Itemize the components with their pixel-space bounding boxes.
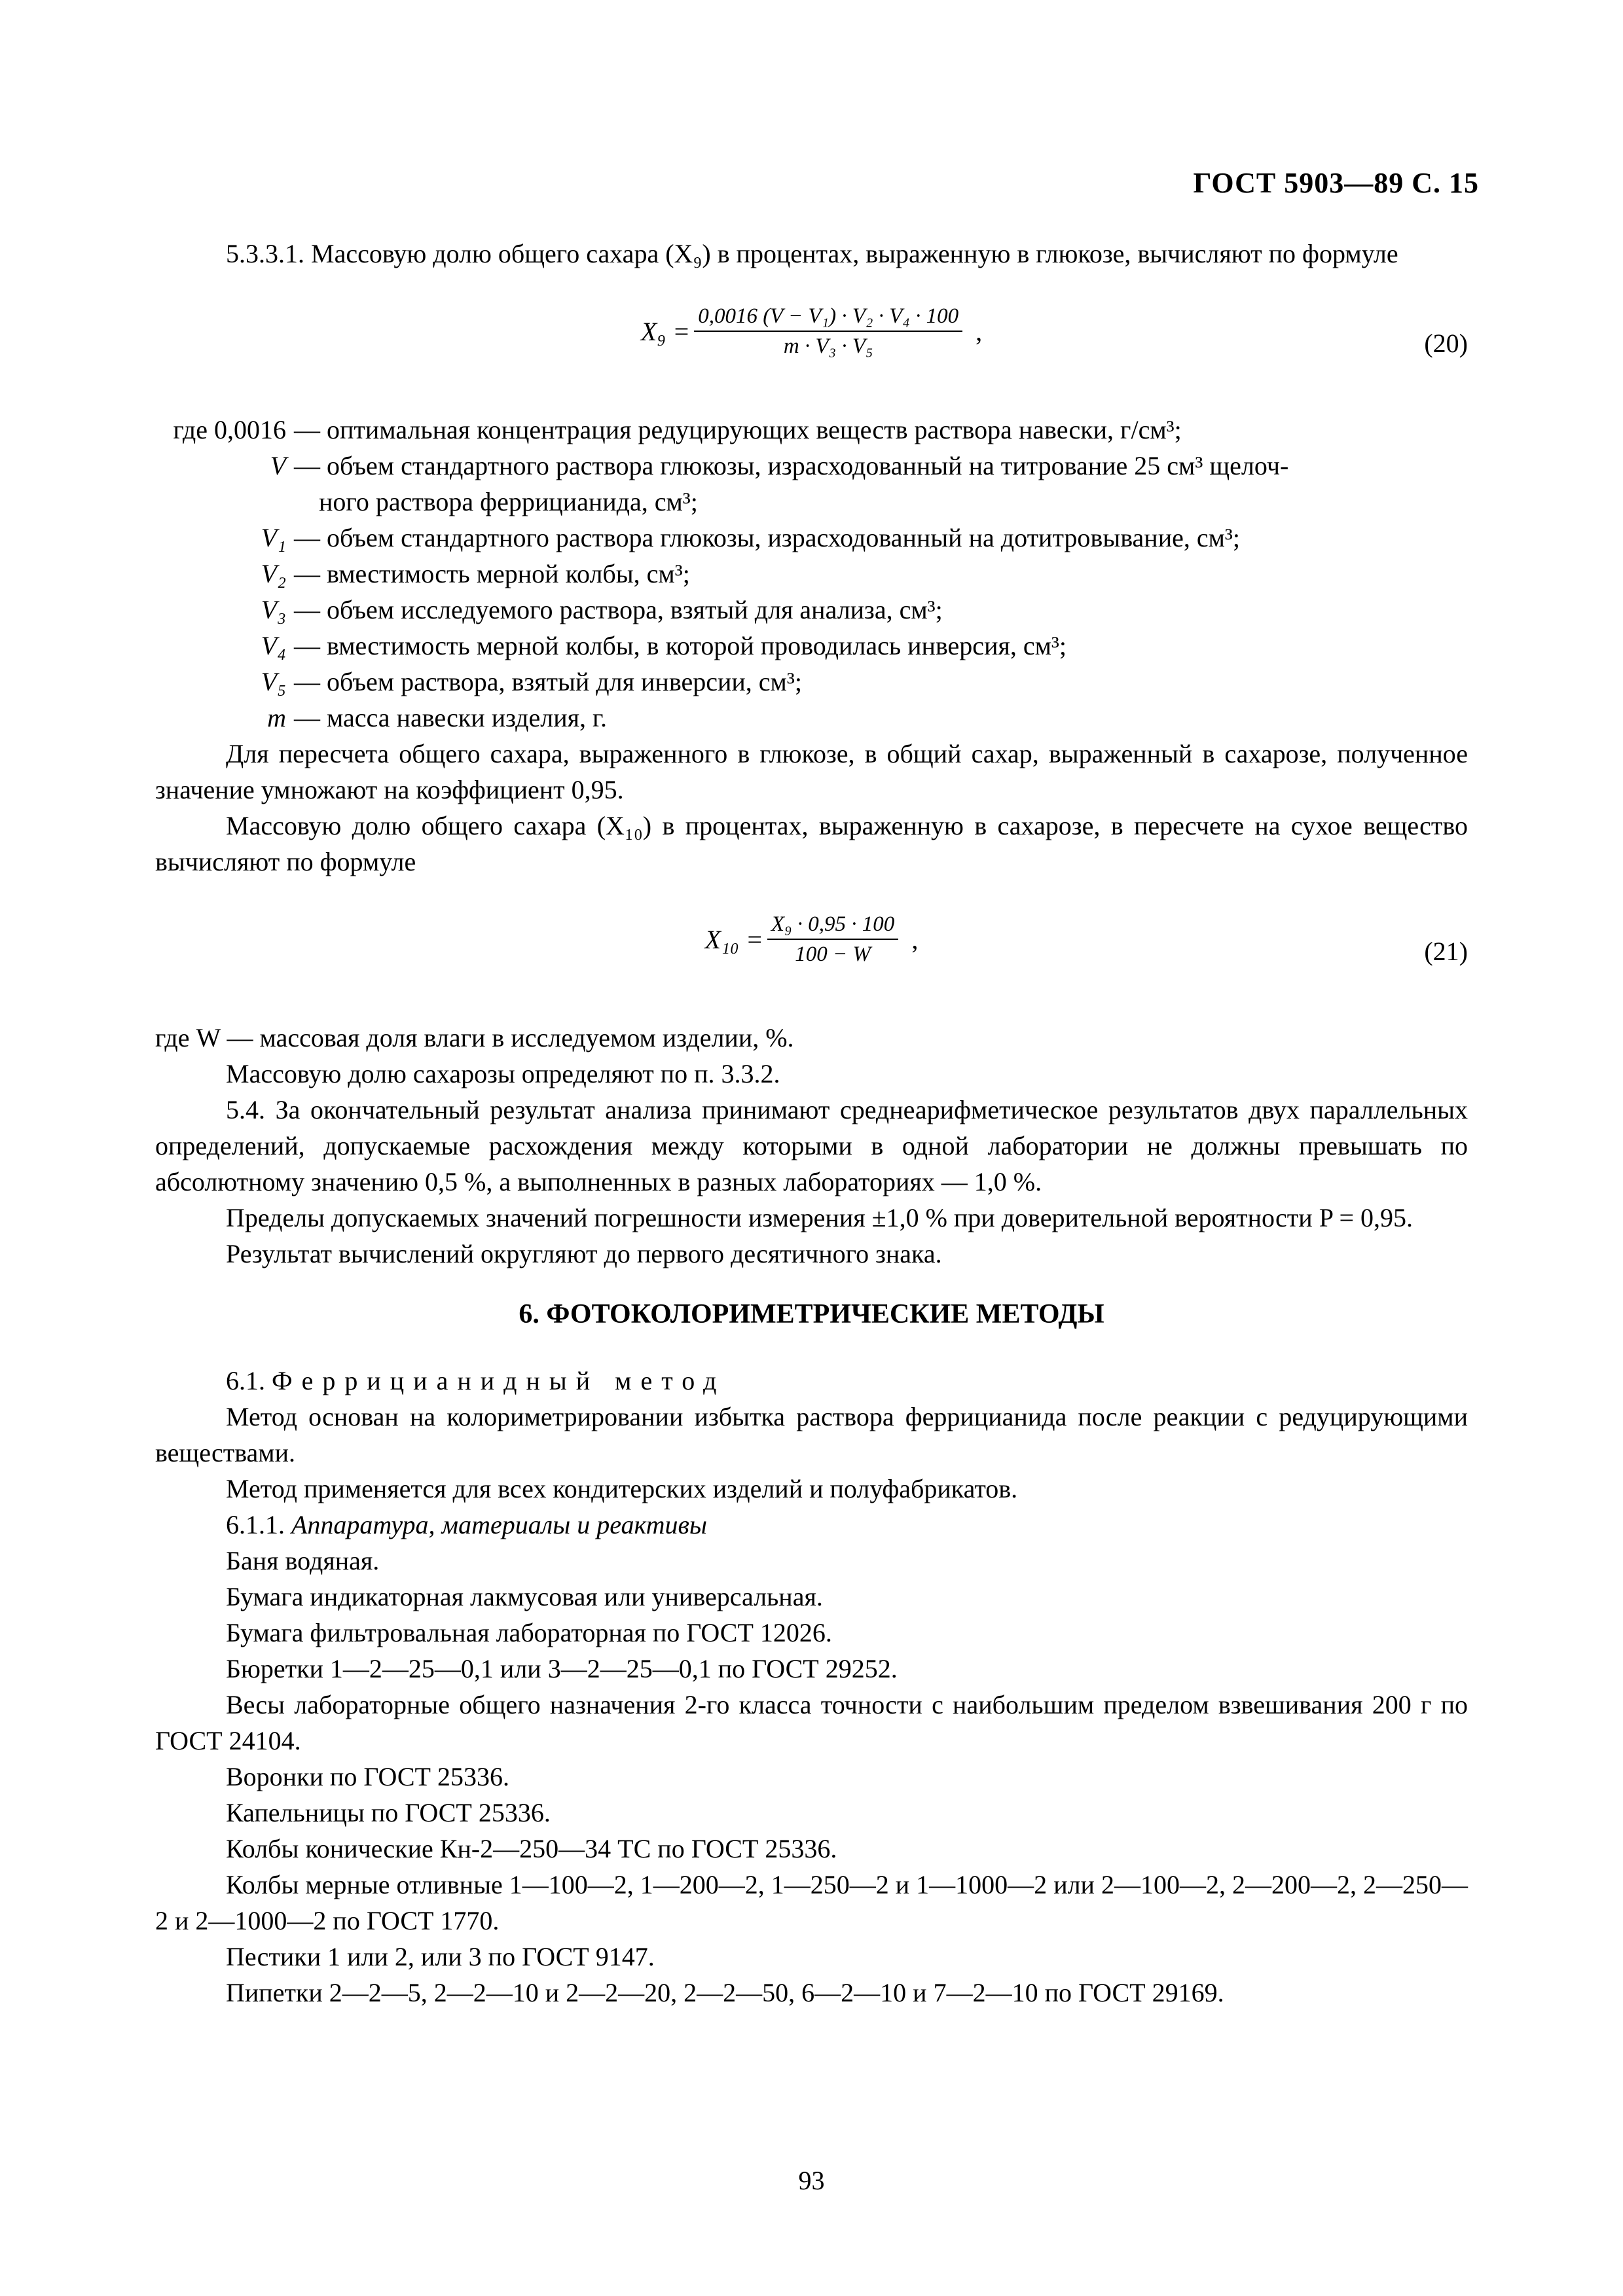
formula-20-number: (20) — [1424, 329, 1468, 358]
subsection-6-1-1-heading: 6.1.1. Аппаратура, материалы и реактивы — [226, 1510, 707, 1539]
formula-20-numerator: 0,0016 (V − V₁) · V₂ · V₄ · 100 — [694, 303, 962, 332]
paragraph-rounding: Результат вычислений округляют до первого десятичного знака. — [226, 1239, 942, 1268]
paragraph-limits: Пределы допускаемых значений погрешности измерения ±1,0 % при доверительной вероятности P = 0,95. — [226, 1203, 1413, 1232]
list-item: Весы лабораторные общего назначения 2-го класса точности с наибольшим пределом взвешивания 200 г по ГОСТ 24104. — [155, 1690, 1468, 1755]
formula-20: X₉ = $\frac{\text{0,0016 (V − V₁) · V₂ · V₄ · 100}}{\text{m · V₃ · V₅}}$ , (20) — [155, 303, 1468, 382]
legend-item: V₁ — объем стандартного раствора глюкозы, израсходованный на дотитровывание, см³; — [261, 523, 1241, 552]
equipment-list — [155, 1543, 1468, 2011]
formula-20-legend — [155, 412, 1468, 736]
formula-20-denominator: m · V₃ · V₅ — [783, 334, 873, 358]
formula-21-number: (21) — [1424, 937, 1468, 966]
list-item: Пестики 1 или 2, или 3 по ГОСТ 9147. — [226, 1942, 655, 1971]
list-item: Бумага индикаторная лакмусовая или универсальная. — [226, 1582, 823, 1611]
legend-item: m — масса навески изделия, г. — [267, 703, 607, 732]
paragraph-sucrose: Массовую долю сахарозы определяют по п. 3.3.2. — [226, 1059, 780, 1088]
formula-21-fraction — [767, 911, 898, 967]
formula-21: X₁₀ = $\frac{\text{X₉ · 0,95 · 100}}{100 - W}$ , (21) — [155, 911, 1468, 990]
list-item: Баня водяная. — [226, 1546, 380, 1575]
list-item: Колбы мерные отливные 1—100—2, 1—200—2, 1—250—2 и 1—1000—2 или 2—100—2, 2—200—2, 2—250—2 и 2—1000—2 по ГОСТ 1770. — [155, 1870, 1468, 1935]
section-6-title: 6. ФОТОКОЛОРИМЕТРИЧЕСКИЕ МЕТОДЫ — [519, 1299, 1104, 1329]
legend-item: V₄ — вместимость мерной колбы, в которой проводилась инверсия, см³; — [261, 631, 1067, 660]
paragraph-5-3-3-1: 5.3.3.1. Массовую долю общего сахара (X₉) в процентах, выраженную в глюкозе, вычисляют по формуле — [226, 239, 1398, 268]
page-number: 93 — [798, 2166, 825, 2195]
list-item: Капельницы по ГОСТ 25336. — [226, 1798, 551, 1827]
paragraph-recalc: Для пересчета общего сахара, выраженного в глюкозе, в общий сахар, выраженный в сахарозе, полученное значение умножают на коэффициент 0,95. — [155, 739, 1468, 804]
list-item: Бумага фильтровальная лабораторная по ГОСТ 12026. — [226, 1618, 832, 1647]
formula-20-fraction — [694, 303, 962, 359]
page-content — [155, 236, 1468, 2011]
page-header: ГОСТ 5903—89 С. 15 — [1193, 167, 1479, 199]
legend-item: V₅ — объем раствора, взятый для инверсии, см³; — [261, 667, 802, 696]
formula-20-lhs: X₉ = — [640, 316, 691, 346]
paragraph-method-application: Метод применяется для всех кондитерских изделий и полуфабрикатов. — [226, 1474, 1018, 1503]
formula-21-numerator: X₉ · 0,95 · 100 — [767, 911, 898, 940]
legend-item: где 0,0016 — оптимальная концентрация редуцирующих веществ раствора навески, г/см³; — [173, 415, 1182, 444]
paragraph-5-4: 5.4. За окончательный результат анализа принимают среднеарифметическое результатов двух параллельных определений, допускаемые расхождения между которыми в одной лаборатории не должны превышать по абсолютному значению 0,5 %, а выполненных в разных лабораториях — 1,0 %. — [155, 1095, 1468, 1196]
formula-21-lhs: X₁₀ = — [704, 924, 763, 954]
legend-item: V — объем стандартного раствора глюкозы, израсходованный на титрование 25 см³ щелоч- ного раствора феррицианида, см³; — [270, 451, 1289, 516]
formula-21-legend: где W — массовая доля влаги в исследуемом изделии, %. — [155, 1023, 794, 1052]
list-item: Колбы конические Кн-2—250—34 ТС по ГОСТ 25336. — [226, 1834, 837, 1863]
list-item: Пипетки 2—2—5, 2—2—10 и 2—2—20, 2—2—50, 6—2—10 и 7—2—10 по ГОСТ 29169. — [226, 1978, 1224, 2007]
subsection-6-1-heading: 6.1. Феррицианидный метод — [226, 1366, 726, 1395]
paragraph-x10: Массовую долю общего сахара (X₁₀) в процентах, выраженную в сахарозе, в пересчете на сухое вещество вычисляют по формуле — [155, 811, 1468, 876]
legend-item: V₂ — вместимость мерной колбы, см³; — [261, 559, 690, 588]
list-item: Воронки по ГОСТ 25336. — [226, 1762, 509, 1791]
formula-21-denominator: 100 − W — [795, 942, 871, 966]
paragraph-method-basis: Метод основан на колориметрировании избытка раствора феррицианида после реакции с редуцирующими веществами. — [155, 1402, 1468, 1467]
list-item: Бюретки 1—2—25—0,1 или 3—2—25—0,1 по ГОСТ 29252. — [226, 1654, 898, 1683]
legend-item: V₃ — объем исследуемого раствора, взятый для анализа, см³; — [261, 595, 943, 624]
